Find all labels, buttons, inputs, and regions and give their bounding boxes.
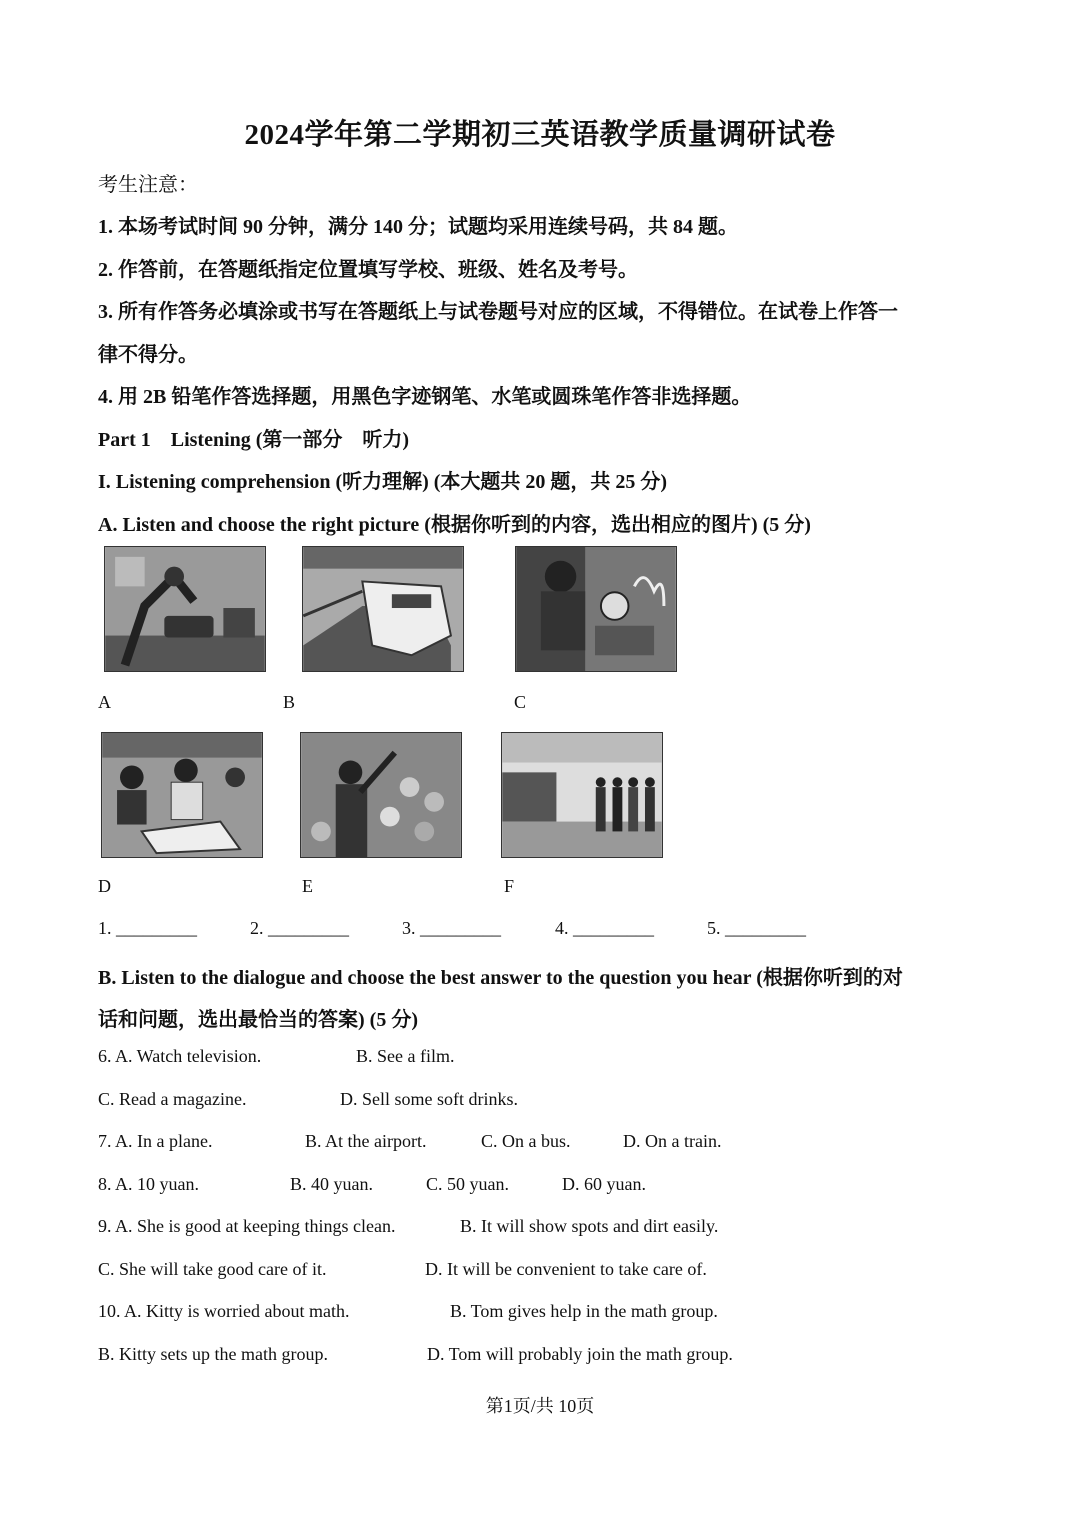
- q7-option-b: B. At the airport.: [305, 1131, 427, 1151]
- notice-item-4: 4. 用 2B 铅笔作答选择题，用黑色字迹钢笔、水笔或圆珠笔作答非选择题。: [98, 386, 752, 408]
- page-title: 2024学年第二学期初三英语教学质量调研试卷: [244, 119, 836, 151]
- q8-option-d: D. 60 yuan.: [562, 1174, 646, 1194]
- answer-blank-3[interactable]: 3. _________: [402, 918, 501, 938]
- sectionB-heading: B. Listen to the dialogue and choose the best answer to the question you hear (根据你听到的对: [98, 967, 903, 989]
- q6-option-a: 6. A. Watch television.: [98, 1046, 262, 1066]
- picture-label-d: D: [98, 876, 111, 896]
- sectionA-heading: A. Listen and choose the right picture (根据你听到的内容，选出相应的图片) (5 分): [98, 514, 811, 536]
- q10-option-a: 10. A. Kitty is worried about math.: [98, 1301, 350, 1321]
- answer-blank-2[interactable]: 2. _________: [250, 918, 349, 938]
- high-speed-train-image: [302, 546, 464, 672]
- robot-cooking-image: [104, 546, 266, 672]
- q6-option-d: D. Sell some soft drinks.: [340, 1089, 518, 1109]
- picture-label-b: B: [283, 692, 296, 712]
- notice-item-1: 1. 本场考试时间 90 分钟，满分 140 分；试题均采用连续号码，共 84 题。: [98, 216, 738, 238]
- q6-option-c: C. Read a magazine.: [98, 1089, 247, 1109]
- page-footer: 第1页/共 10页: [485, 1396, 595, 1416]
- answer-blank-4[interactable]: 4. _________: [555, 918, 654, 938]
- classroom-students-image: [101, 732, 263, 858]
- picture-label-e: E: [302, 876, 313, 896]
- q7-option-a: 7. A. In a plane.: [98, 1131, 213, 1151]
- q7-option-c: C. On a bus.: [481, 1131, 571, 1151]
- q9-option-c: C. She will take good care of it.: [98, 1259, 327, 1279]
- notice-heading: 考生注意：: [98, 174, 198, 196]
- picture-label-c: C: [514, 692, 527, 712]
- picture-label-a: A: [98, 692, 111, 712]
- q9-option-a: 9. A. She is good at keeping things clean.: [98, 1216, 396, 1236]
- picture-label-f: F: [504, 876, 515, 896]
- q10-option-d: D. Tom will probably join the math group.: [427, 1344, 733, 1364]
- q10-option-c: B. Kitty sets up the math group.: [98, 1344, 328, 1364]
- answer-blank-5[interactable]: 5. _________: [707, 918, 806, 938]
- q8-option-c: C. 50 yuan.: [426, 1174, 509, 1194]
- answer-blank-1[interactable]: 1. _________: [98, 918, 197, 938]
- q6-option-b: B. See a film.: [356, 1046, 455, 1066]
- concert-crowd-image: [300, 732, 462, 858]
- notice-item-3-cont: 律不得分。: [98, 344, 198, 366]
- q7-option-d: D. On a train.: [623, 1131, 722, 1151]
- firefighter-rescue-image: [515, 546, 677, 672]
- q8-option-a: 8. A. 10 yuan.: [98, 1174, 199, 1194]
- section1-heading: I. Listening comprehension (听力理解) (本大题共 20 题，共 25 分): [98, 471, 668, 493]
- q10-option-b: B. Tom gives help in the math group.: [450, 1301, 718, 1321]
- part1-heading: Part 1 Listening (第一部分 听力): [98, 429, 410, 451]
- q8-option-b: B. 40 yuan.: [290, 1174, 373, 1194]
- airport-counter-image: [501, 732, 663, 858]
- notice-item-3: 3. 所有作答务必填涂或书写在答题纸上与试卷题号对应的区域，不得错位。在试卷上作答一: [98, 301, 898, 323]
- q9-option-b: B. It will show spots and dirt easily.: [460, 1216, 719, 1236]
- sectionB-heading-cont: 话和问题，选出最恰当的答案) (5 分): [98, 1009, 418, 1031]
- notice-item-2: 2. 作答前，在答题纸指定位置填写学校、班级、姓名及考号。: [98, 259, 638, 281]
- q9-option-d: D. It will be convenient to take care of.: [425, 1259, 707, 1279]
